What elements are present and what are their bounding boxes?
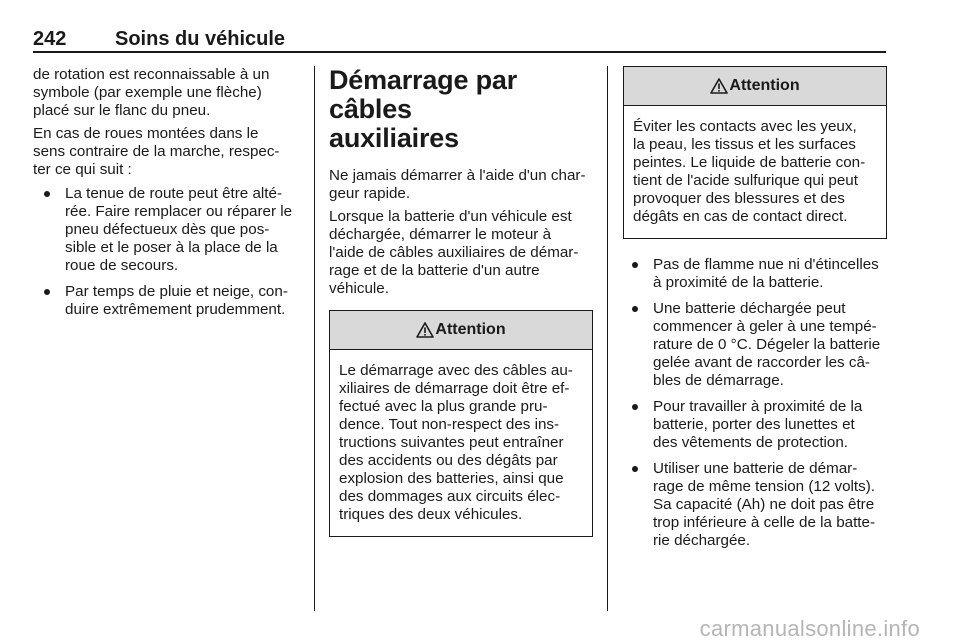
warning-box xyxy=(623,66,887,239)
warning-triangle-icon xyxy=(416,322,434,338)
bullet-icon xyxy=(632,262,638,268)
bullet-item xyxy=(623,398,887,452)
warning-box xyxy=(329,310,593,537)
paragraph: Lorsque la batterie d'un véhicule est déchargée, démarrer le moteur à l'aide de câbles auxiliaires de démar- rage et de la batterie d'un autre véhicule. xyxy=(329,208,579,297)
warning-header xyxy=(624,67,886,106)
column-divider xyxy=(607,66,608,611)
bullet-text: Pas de flamme nue ni d'étincelles à proximité de la batterie. xyxy=(653,256,879,291)
bullet-list xyxy=(33,185,299,319)
bullet-item xyxy=(623,256,887,292)
section-heading: Démarrage par câbles auxiliaires xyxy=(329,65,517,153)
warning-text: Le démarrage avec des câbles au- xiliaires de démarrage doit être ef- fectué avec la plus grande pru- dence. Tout non-respect des ins- tructions suivantes peut entraîner des accidents ou des dégâts par explosion des batteries, ainsi que des dommages aux circuits élec- triques des deux véhicules. xyxy=(339,362,573,523)
bullet-text: Une batterie déchargée peut commencer à geler à une tempé- rature de 0 °C. Dégeler la batterie gelée avant de raccorder les câ- bles de démarrage. xyxy=(653,300,881,389)
warning-header xyxy=(330,311,592,350)
bullet-icon xyxy=(632,306,638,312)
bullet-text: Par temps de pluie et neige, con- duire extrêmement prudemment. xyxy=(65,283,288,318)
warning-text: Éviter les contacts avec les yeux, la peau, les tissus et les surfaces peintes. Le liquide de batterie con- tient de l'acide sulfurique qui peut provoquer des blessures et des dégâts en cas de contact direct. xyxy=(633,118,866,225)
warning-title: Attention xyxy=(729,77,800,94)
bullet-item xyxy=(623,300,887,390)
column-3 xyxy=(623,66,887,558)
bullet-icon xyxy=(44,191,50,197)
column-divider xyxy=(314,66,315,611)
bullet-item xyxy=(33,185,299,275)
bullet-text: Pour travailler à proximité de la batterie, porter des lunettes et des vêtements de protection. xyxy=(653,398,863,451)
bullet-text: La tenue de route peut être alté- rée. Faire remplacer ou réparer le pneu défectueux dès que pos- sible et le poser à la place de la roue de secours. xyxy=(65,185,293,274)
paragraph: En cas de roues montées dans le sens contraire de la marche, respec- ter ce qui suit : xyxy=(33,125,280,178)
page-number: 242 xyxy=(33,28,67,50)
column-2 xyxy=(329,66,593,553)
bullet-icon xyxy=(632,466,638,472)
warning-triangle-icon xyxy=(710,78,728,94)
header-rule xyxy=(33,51,886,53)
warning-title: Attention xyxy=(435,321,506,338)
column-1 xyxy=(33,66,299,327)
bullet-list xyxy=(623,256,887,550)
bullet-text: Utiliser une batterie de démar- rage de même tension (12 volts). Sa capacité (Ah) ne doit pas être trop inférieure à celle de la batte- rie déchargée. xyxy=(653,460,876,549)
bullet-icon xyxy=(44,289,50,295)
paragraph: Ne jamais démarrer à l'aide d'un char- geur rapide. xyxy=(329,167,586,202)
section-title: Soins du véhicule xyxy=(115,28,286,50)
watermark-text: carmanualsonline.info xyxy=(699,616,920,641)
paragraph: de rotation est reconnaissable à un symbole (par exemple une flèche) placé sur le flanc du pneu. xyxy=(33,66,270,119)
bullet-item xyxy=(623,460,887,550)
bullet-icon xyxy=(632,404,638,410)
bullet-item xyxy=(33,283,299,319)
